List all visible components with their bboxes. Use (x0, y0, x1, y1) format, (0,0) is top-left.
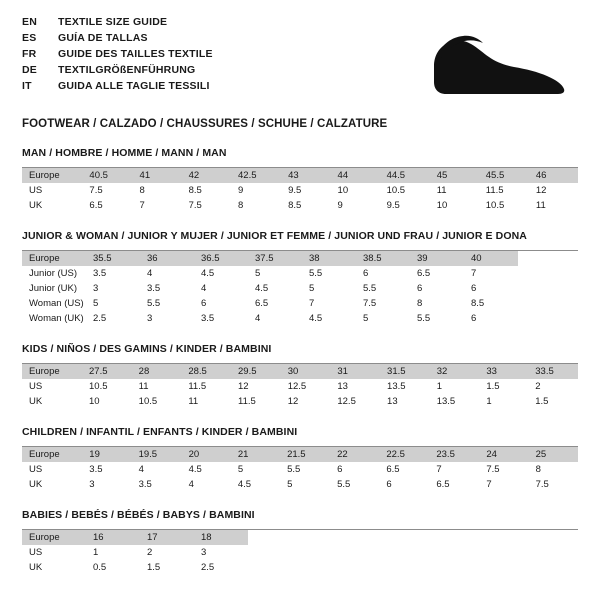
table-cell: 1.5 (479, 379, 528, 394)
table-row (22, 364, 578, 379)
table-cell: 36 (140, 251, 194, 266)
table-cell: 8.5 (182, 183, 231, 198)
table-cell: 40 (464, 251, 518, 266)
table-cell: 1 (479, 394, 528, 409)
row-label: Junior (US) (22, 266, 86, 281)
size-section (22, 426, 578, 492)
size-table (22, 168, 578, 213)
table-cell: 4.5 (248, 281, 302, 296)
row-label: Woman (US) (22, 296, 86, 311)
table-cell: 7 (479, 477, 528, 492)
table-cell: 1 (430, 379, 480, 394)
table-cell: 5 (248, 266, 302, 281)
row-label: UK (22, 560, 86, 575)
table-cell: 31.5 (380, 364, 430, 379)
table-cell: 4 (132, 462, 182, 477)
table-cell: 3.5 (86, 266, 140, 281)
size-table-body (22, 530, 248, 575)
table-cell: 6 (330, 462, 379, 477)
table-cell: 5 (86, 296, 140, 311)
table-cell: 11 (430, 183, 479, 198)
table-cell: 4 (182, 477, 231, 492)
table-cell: 33.5 (528, 364, 578, 379)
table-cell: 43 (281, 168, 330, 183)
size-section-title: BABIES / BEBÉS / BÉBÉS / BABYS / BAMBINI (22, 509, 255, 521)
table-cell: 6.5 (410, 266, 464, 281)
table-cell: 28 (132, 364, 182, 379)
table-cell: 7 (133, 198, 182, 213)
table-cell: 10 (331, 183, 380, 198)
table-cell: 6 (356, 266, 410, 281)
table-cell: 4.5 (231, 477, 280, 492)
table-cell: 3.5 (140, 281, 194, 296)
table-cell: 10 (82, 394, 132, 409)
table-cell: 4.5 (194, 266, 248, 281)
table-cell: 5 (302, 281, 356, 296)
table-cell: 27.5 (82, 364, 132, 379)
table-cell: 6.5 (248, 296, 302, 311)
size-section (22, 509, 578, 575)
size-table (22, 447, 578, 492)
table-cell: 38.5 (356, 251, 410, 266)
size-table (22, 364, 578, 409)
table-cell: 8.5 (464, 296, 518, 311)
table-cell: 6 (379, 477, 429, 492)
table-cell: 2 (140, 545, 194, 560)
table-cell: 7.5 (356, 296, 410, 311)
table-cell: 3 (140, 311, 194, 326)
table-cell: 3 (82, 477, 131, 492)
row-label: Woman (UK) (22, 311, 86, 326)
table-cell: 6.5 (379, 462, 429, 477)
row-label: US (22, 462, 82, 477)
table-cell: 9.5 (281, 183, 330, 198)
table-row (22, 266, 518, 281)
table-row (22, 477, 578, 492)
row-label: Europe (22, 530, 86, 545)
table-cell: 1 (86, 545, 140, 560)
size-table (22, 530, 248, 575)
table-cell: 11 (529, 198, 578, 213)
table-cell: 11 (181, 394, 231, 409)
table-cell: 7 (429, 462, 479, 477)
row-label: Europe (22, 168, 82, 183)
size-section (22, 343, 578, 409)
table-cell: 9.5 (380, 198, 430, 213)
language-code: IT (22, 80, 32, 92)
table-cell: 8 (133, 183, 182, 198)
table-cell: 4 (248, 311, 302, 326)
table-cell: 36.5 (194, 251, 248, 266)
table-row (22, 447, 578, 462)
table-cell: 0.5 (86, 560, 140, 575)
table-row (22, 394, 578, 409)
table-cell: 6 (464, 311, 518, 326)
row-label: Europe (22, 251, 86, 266)
table-cell: 5 (231, 462, 280, 477)
table-cell: 6.5 (82, 198, 132, 213)
table-cell: 40.5 (82, 168, 132, 183)
table-cell: 7.5 (479, 462, 528, 477)
table-cell: 3.5 (82, 462, 131, 477)
table-cell: 2.5 (86, 311, 140, 326)
table-cell: 22 (330, 447, 379, 462)
table-cell: 23.5 (429, 447, 479, 462)
table-cell: 9 (231, 183, 281, 198)
table-row (22, 379, 578, 394)
language-title-list-body (22, 16, 213, 96)
table-cell: 10.5 (132, 394, 182, 409)
table-cell: 45 (430, 168, 479, 183)
row-label: Europe (22, 364, 82, 379)
table-cell: 13 (330, 379, 380, 394)
table-cell: 21 (231, 447, 280, 462)
size-section-title: JUNIOR & WOMAN / JUNIOR Y MUJER / JUNIOR ET FEMME / JUNIOR UND FRAU / JUNIOR E DONA (22, 230, 527, 242)
table-cell: 7 (302, 296, 356, 311)
table-cell: 5.5 (410, 311, 464, 326)
table-cell: 7 (464, 266, 518, 281)
table-cell: 11.5 (231, 394, 281, 409)
table-cell: 19 (82, 447, 131, 462)
table-row (22, 560, 248, 575)
table-row (22, 545, 248, 560)
table-cell: 39 (410, 251, 464, 266)
table-cell: 7.5 (529, 477, 578, 492)
table-cell: 33 (479, 364, 528, 379)
table-cell: 2.5 (194, 560, 248, 575)
language-code: EN (22, 16, 37, 28)
size-section-title: MAN / HOMBRE / HOMME / MANN / MAN (22, 147, 227, 159)
row-label: US (22, 183, 82, 198)
table-cell: 3.5 (194, 311, 248, 326)
table-cell: 9 (331, 198, 380, 213)
size-section (22, 147, 578, 213)
table-cell: 20 (182, 447, 231, 462)
table-row (22, 296, 518, 311)
language-title: GUÍA DE TALLAS (58, 32, 148, 44)
table-cell: 29.5 (231, 364, 281, 379)
language-title: GUIDA ALLE TAGLIE TESSILI (58, 80, 210, 92)
size-section-title: KIDS / NIÑOS / DES GAMINS / KINDER / BAMBINI (22, 343, 272, 355)
table-cell: 18 (194, 530, 248, 545)
table-cell: 21.5 (280, 447, 330, 462)
language-title: GUIDE DES TAILLES TEXTILE (58, 48, 213, 60)
row-label: US (22, 545, 86, 560)
table-cell: 10.5 (479, 198, 529, 213)
table-cell: 3 (86, 281, 140, 296)
table-row (22, 168, 578, 183)
table-cell: 5.5 (140, 296, 194, 311)
table-cell: 42 (182, 168, 231, 183)
table-cell: 5.5 (330, 477, 379, 492)
table-cell: 6 (464, 281, 518, 296)
table-cell: 4 (140, 266, 194, 281)
language-title-list (22, 16, 213, 96)
table-cell: 44.5 (380, 168, 430, 183)
document-header (22, 16, 578, 108)
table-cell: 6 (194, 296, 248, 311)
table-cell: 5.5 (280, 462, 330, 477)
table-cell: 30 (281, 364, 331, 379)
table-cell: 12.5 (330, 394, 380, 409)
table-cell: 10 (430, 198, 479, 213)
table-cell: 13 (380, 394, 430, 409)
table-cell: 32 (430, 364, 480, 379)
table-cell: 42.5 (231, 168, 281, 183)
table-cell: 3.5 (132, 477, 182, 492)
table-cell: 11 (132, 379, 182, 394)
table-cell: 10.5 (82, 379, 132, 394)
table-cell: 8.5 (281, 198, 330, 213)
language-code: DE (22, 64, 37, 76)
language-title: TEXTILE SIZE GUIDE (58, 16, 168, 28)
table-cell: 19.5 (132, 447, 182, 462)
table-row (22, 311, 518, 326)
size-sections (22, 147, 578, 575)
row-label: Junior (UK) (22, 281, 86, 296)
table-cell: 1.5 (528, 394, 578, 409)
table-cell: 17 (140, 530, 194, 545)
table-cell: 22.5 (379, 447, 429, 462)
table-cell: 11.5 (181, 379, 231, 394)
size-table-body (22, 364, 578, 409)
table-cell: 8 (231, 198, 281, 213)
table-cell: 5 (356, 311, 410, 326)
table-cell: 6 (410, 281, 464, 296)
table-cell: 4.5 (302, 311, 356, 326)
row-label: UK (22, 394, 82, 409)
dress-shoe-icon (390, 26, 570, 102)
table-cell: 2 (528, 379, 578, 394)
table-row (22, 530, 248, 545)
row-label: UK (22, 198, 82, 213)
language-row (22, 64, 213, 80)
table-row (22, 462, 578, 477)
language-code: ES (22, 32, 37, 44)
table-cell: 25 (529, 447, 578, 462)
table-cell: 12.5 (281, 379, 331, 394)
table-cell: 5.5 (356, 281, 410, 296)
footwear-heading: FOOTWEAR / CALZADO / CHAUSSURES / SCHUHE / CALZATURE (22, 118, 388, 130)
table-cell: 7.5 (182, 198, 231, 213)
table-row (22, 281, 518, 296)
table-cell: 37.5 (248, 251, 302, 266)
language-row (22, 80, 213, 96)
table-cell: 12 (281, 394, 331, 409)
table-cell: 41 (133, 168, 182, 183)
table-cell: 35.5 (86, 251, 140, 266)
table-cell: 5 (280, 477, 330, 492)
table-cell: 46 (529, 168, 578, 183)
table-cell: 11.5 (479, 183, 529, 198)
language-row (22, 48, 213, 64)
table-cell: 13.5 (430, 394, 480, 409)
size-table (22, 251, 518, 326)
table-cell: 10.5 (380, 183, 430, 198)
table-row (22, 198, 578, 213)
size-section (22, 230, 578, 326)
table-cell: 44 (331, 168, 380, 183)
table-cell: 3 (194, 545, 248, 560)
table-cell: 31 (330, 364, 380, 379)
table-cell: 45.5 (479, 168, 529, 183)
size-table-body (22, 168, 578, 213)
table-cell: 7.5 (82, 183, 132, 198)
table-cell: 28.5 (181, 364, 231, 379)
table-cell: 12 (529, 183, 578, 198)
table-row (22, 251, 518, 266)
table-cell: 12 (231, 379, 281, 394)
row-label: US (22, 379, 82, 394)
language-code: FR (22, 48, 37, 60)
language-title: TEXTILGRÖßENFÜHRUNG (58, 64, 196, 76)
table-row (22, 183, 578, 198)
table-cell: 13.5 (380, 379, 430, 394)
table-cell: 6.5 (429, 477, 479, 492)
table-cell: 16 (86, 530, 140, 545)
language-row (22, 16, 213, 32)
row-label: Europe (22, 447, 82, 462)
table-cell: 4.5 (182, 462, 231, 477)
table-cell: 38 (302, 251, 356, 266)
row-label: UK (22, 477, 82, 492)
size-table-body (22, 447, 578, 492)
table-cell: 4 (194, 281, 248, 296)
language-row (22, 32, 213, 48)
table-cell: 8 (529, 462, 578, 477)
table-cell: 24 (479, 447, 528, 462)
size-table-body (22, 251, 518, 326)
table-cell: 8 (410, 296, 464, 311)
table-cell: 5.5 (302, 266, 356, 281)
table-cell: 1.5 (140, 560, 194, 575)
size-section-title: CHILDREN / INFANTIL / ENFANTS / KINDER / BAMBINI (22, 426, 298, 438)
